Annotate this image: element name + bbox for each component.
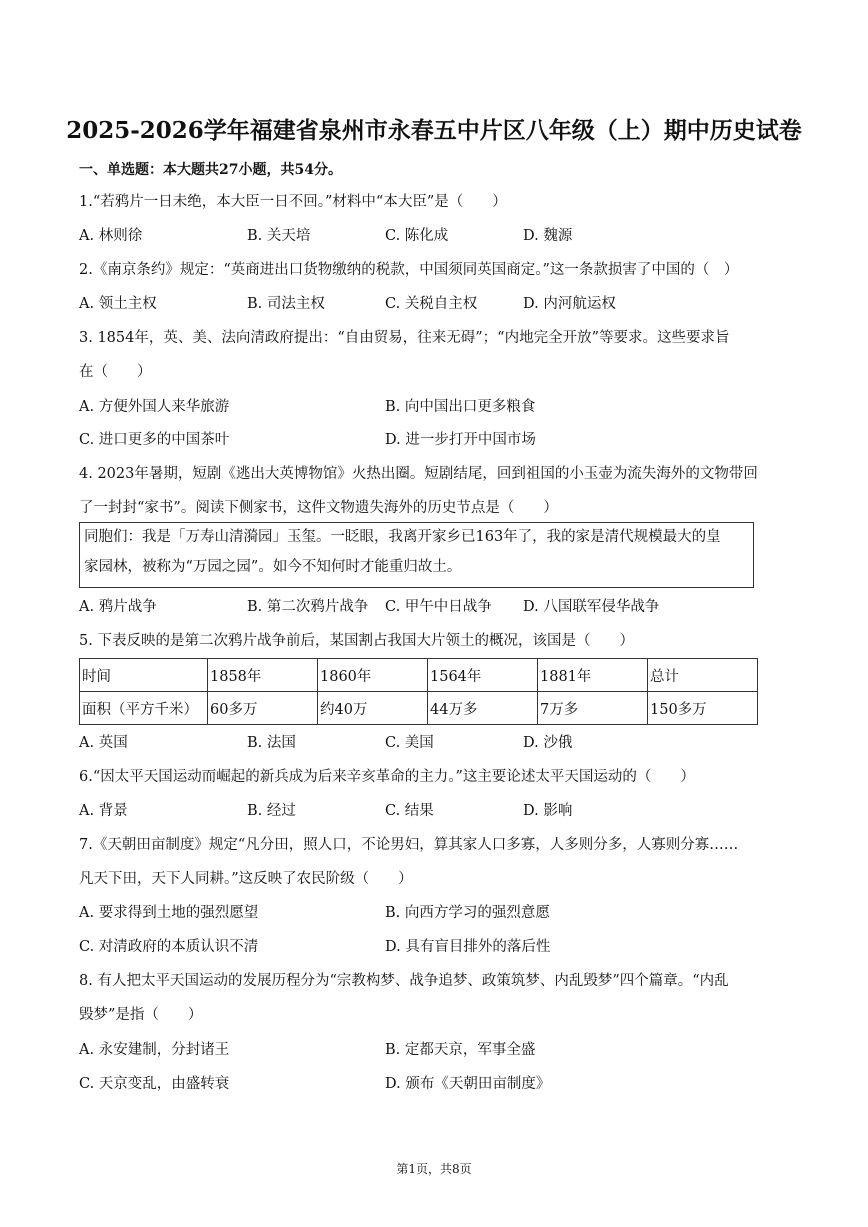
question-8-text-line-2: 毁梦”是指（ ） — [79, 1007, 203, 1023]
page-number: 第1页，共8页 — [396, 1162, 472, 1176]
option-a[interactable]: A. 鸦片战争 — [79, 599, 157, 615]
table-cell: 7万多 — [538, 692, 648, 725]
option-b[interactable]: B. 经过 — [247, 803, 296, 819]
question-3-options-row-2 — [79, 430, 799, 450]
question-7-text-line-1: 7.《天朝田亩制度》规定“凡分田，照人口，不论男妇，算其家人口多寡，人多则分多，人寡则分寡…… — [79, 837, 739, 853]
table-cell: 约40万 — [318, 692, 428, 725]
table-cell: 1858年 — [208, 659, 318, 692]
question-6-options — [79, 801, 799, 821]
question-2-text: 2.《南京条约》规定：“英商进出口货物缴纳的税款，中国须同英国商定。”这一条款损害了中国的（ ） — [79, 262, 739, 278]
option-a[interactable]: A. 领土主权 — [79, 296, 157, 312]
question-7-text-line-2: 凡天下田，天下人同耕。”这反映了农民阶级（ ） — [79, 871, 413, 887]
option-c[interactable]: C. 进口更多的中国茶叶 — [79, 432, 230, 448]
option-d[interactable]: D. 内河航运权 — [523, 296, 616, 312]
option-a[interactable]: A. 英国 — [79, 735, 128, 751]
option-d[interactable]: D. 影响 — [523, 803, 573, 819]
option-b[interactable]: B. 定都天京，军事全盛 — [385, 1042, 536, 1058]
option-d[interactable]: D. 进一步打开中国市场 — [385, 432, 536, 448]
question-8-text-line-1: 8. 有人把太平天国运动的发展历程分为“宗教构梦、战争追梦、政策筑梦、内乱毁梦”四个篇章。“内乱 — [79, 973, 729, 989]
letter-material-box — [79, 522, 754, 588]
option-a[interactable]: A. 要求得到土地的强烈愿望 — [79, 905, 259, 921]
territory-table — [79, 658, 758, 725]
table-cell: 1564年 — [428, 659, 538, 692]
option-c[interactable]: C. 陈化成 — [385, 228, 449, 244]
table-cell: 1881年 — [538, 659, 648, 692]
page-title: 2025-2026学年福建省泉州市永春五中片区八年级（上）期中历史试卷 — [66, 117, 802, 144]
option-a[interactable]: A. 方便外国人来华旅游 — [79, 399, 230, 415]
table-cell: 1860年 — [318, 659, 428, 692]
option-c[interactable]: C. 对清政府的本质认识不清 — [79, 939, 259, 955]
table-row — [80, 659, 758, 692]
option-b[interactable]: B. 关天培 — [247, 228, 311, 244]
option-c[interactable]: C. 美国 — [385, 735, 434, 751]
option-b[interactable]: B. 向西方学习的强烈意愿 — [385, 905, 550, 921]
question-1-text: 1.“若鸦片一日未绝，本大臣一日不回。”材料中“本大臣”是（ ） — [79, 194, 507, 210]
question-5-options — [79, 733, 799, 753]
option-b[interactable]: B. 法国 — [247, 735, 296, 751]
question-4-text-line-1: 4. 2023年暑期，短剧《逃出大英博物馆》火热出圈。短剧结尾，回到祖国的小玉壶为流失海外的文物带回 — [79, 466, 758, 482]
option-c[interactable]: C. 甲午中日战争 — [385, 599, 492, 615]
table-cell: 60多万 — [208, 692, 318, 725]
table-row — [80, 692, 758, 725]
option-a[interactable]: A. 背景 — [79, 803, 128, 819]
option-d[interactable]: D. 沙俄 — [523, 735, 573, 751]
table-cell: 面积（平方千米） — [80, 692, 208, 725]
question-1-options — [79, 226, 799, 246]
option-d[interactable]: D. 颁布《天朝田亩制度》 — [385, 1076, 551, 1092]
option-c[interactable]: C. 结果 — [385, 803, 434, 819]
option-d[interactable]: D. 八国联军侵华战争 — [523, 599, 660, 615]
letter-line-2: 家园林，被称为“万园之园”。如今不知何时才能重归故土。 — [84, 559, 462, 575]
option-b[interactable]: B. 司法主权 — [247, 296, 325, 312]
question-3-options-row-1 — [79, 397, 799, 417]
option-a[interactable]: A. 林则徐 — [79, 228, 143, 244]
section-heading: 一、单选题：本大题共27小题，共54分。 — [79, 162, 342, 178]
option-d[interactable]: D. 具有盲目排外的落后性 — [385, 939, 551, 955]
table-cell: 44万多 — [428, 692, 538, 725]
letter-line-1: 同胞们：我是「万寿山清漪园」玉玺。一眨眼，我离开家乡已163年了，我的家是清代规模最大的皇 — [84, 529, 721, 545]
question-8-options-row-1 — [79, 1040, 799, 1060]
question-7-options-row-1 — [79, 903, 799, 923]
question-7-options-row-2 — [79, 937, 799, 957]
question-8-options-row-2 — [79, 1074, 799, 1094]
option-d[interactable]: D. 魏源 — [523, 228, 573, 244]
question-3-text-line-2: 在（ ） — [79, 364, 152, 380]
table-cell: 150多万 — [648, 692, 758, 725]
table-cell: 总计 — [648, 659, 758, 692]
question-2-options — [79, 294, 799, 314]
question-4-options — [79, 597, 799, 617]
question-5-text: 5. 下表反映的是第二次鸦片战争前后，某国割占我国大片领土的概况，该国是（ ） — [79, 633, 634, 649]
option-c[interactable]: C. 天京变乱，由盛转衰 — [79, 1076, 230, 1092]
question-3-text-line-1: 3. 1854年，英、美、法向清政府提出：“自由贸易，往来无碍”；“内地完全开放”等要求。这些要求旨 — [79, 330, 730, 346]
option-b[interactable]: B. 向中国出口更多粮食 — [385, 399, 536, 415]
question-6-text: 6.“因太平天国运动而崛起的新兵成为后来辛亥革命的主力。”这主要论述太平天国运动的（ ） — [79, 769, 695, 785]
option-a[interactable]: A. 永安建制，分封诸王 — [79, 1042, 230, 1058]
table-cell: 时间 — [80, 659, 208, 692]
question-4-text-line-2: 了一封封“家书”。阅读下侧家书，这件文物遗失海外的历史节点是（ ） — [79, 500, 558, 516]
option-c[interactable]: C. 关税自主权 — [385, 296, 478, 312]
option-b[interactable]: B. 第二次鸦片战争 — [247, 599, 369, 615]
